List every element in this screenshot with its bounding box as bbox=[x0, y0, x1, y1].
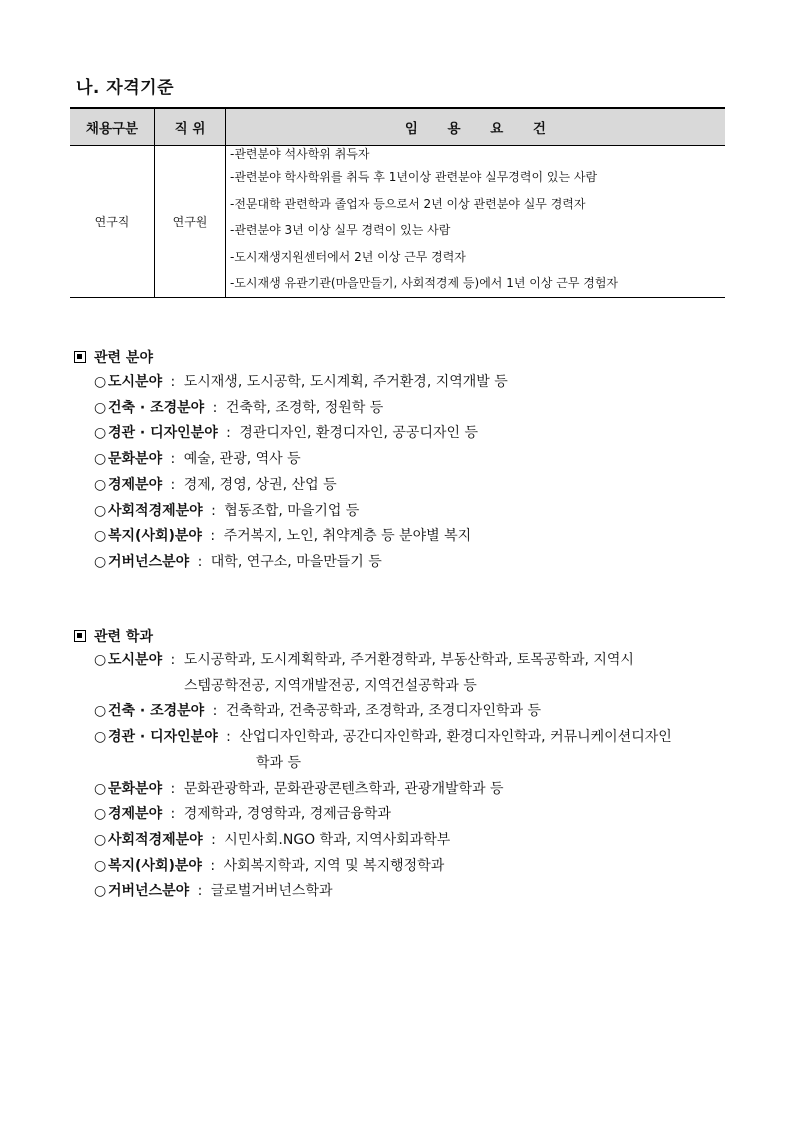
related-fields-title: 관련 분야 bbox=[94, 350, 153, 366]
list-item: ○ 건축 · 조경분야 : 건축학과, 건축공학과, 조경학과, 조경디자인학과 등 bbox=[94, 699, 754, 725]
circle-bullet-icon: ○ bbox=[94, 780, 107, 797]
list-item-continuation: 학과 등 bbox=[256, 754, 302, 771]
circle-bullet-icon: ○ bbox=[94, 729, 107, 746]
list-item: ○ 경제분야 : 경제학과, 경영학과, 경제금융학과 bbox=[94, 802, 754, 828]
list-item: ○ 문화분야 : 문화관광학과, 문화관광콘텐츠학과, 관광개발학과 등 bbox=[94, 777, 754, 803]
condition-item: -전문대학 관련학과 졸업자 등으로서 2년 이상 관련분야 실무 경력자 bbox=[230, 196, 586, 211]
list-item: ○ 도시분야 : 도시공학과, 도시계획학과, 주거환경학과, 부동산학과, 토목공학과, 지역시 bbox=[94, 648, 754, 674]
list-item: ○ 복지(사회)분야 : 사회복지학과, 지역 및 복지행정학과 bbox=[94, 854, 754, 880]
related-departments-list bbox=[94, 648, 754, 905]
related-departments-heading bbox=[74, 626, 153, 646]
list-item-continuation: 스템공학전공, 지역개발전공, 지역건설공학과 등 bbox=[184, 677, 477, 694]
list-item: ○ 건축 · 조경분야 : 건축학, 조경학, 정원학 등 bbox=[94, 396, 754, 422]
circle-bullet-icon: ○ bbox=[94, 652, 107, 668]
section-title: 나. 자격기준 bbox=[76, 78, 174, 98]
list-item: ○ 복지(사회)분야 : 주거복지, 노인, 취약계층 등 분야별 복지 bbox=[94, 524, 754, 550]
condition-item: -관련분야 학사학위를 취득 후 1년이상 관련분야 실무경력이 있는 사람 bbox=[230, 170, 598, 184]
related-departments-title: 관련 학과 bbox=[94, 629, 153, 645]
list-item: ○ 경관 · 디자인분야 : 산업디자인학과, 공간디자인학과, 환경디자인학과, 커뮤니케이션디자인 bbox=[94, 725, 754, 751]
circle-bullet-icon: ○ bbox=[94, 857, 107, 874]
table-row bbox=[70, 146, 725, 298]
condition-item: -도시재생지원센터에서 2년 이상 근무 경력자 bbox=[230, 249, 466, 264]
circle-bullet-icon: ○ bbox=[94, 883, 107, 900]
list-item: ○ 거버넌스분야 : 대학, 연구소, 마을만들기 등 bbox=[94, 550, 754, 576]
conditions-list bbox=[226, 146, 725, 297]
circle-bullet-icon: ○ bbox=[94, 831, 107, 848]
circle-bullet-icon: ○ bbox=[94, 374, 107, 390]
header-category: 채용구분 bbox=[70, 108, 155, 146]
condition-item: -관련분야 석사학위 취득자 bbox=[230, 147, 370, 161]
circle-bullet-icon: ○ bbox=[94, 528, 107, 545]
related-fields-list bbox=[94, 370, 754, 576]
list-item: ○ 경제분야 : 경제, 경영, 상권, 산업 등 bbox=[94, 473, 754, 499]
list-item: ○ 거버넌스분야 : 글로벌거버넌스학과 bbox=[94, 879, 754, 905]
list-item: ○ 도시분야 : 도시재생, 도시공학, 도시계획, 주거환경, 지역개발 등 bbox=[94, 370, 754, 396]
circle-bullet-icon: ○ bbox=[94, 476, 107, 493]
condition-item: -관련분야 3년 이상 실무 경력이 있는 사람 bbox=[230, 223, 451, 237]
header-requirements: 임 용 요 건 bbox=[226, 108, 726, 146]
circle-bullet-icon: ○ bbox=[94, 806, 107, 823]
header-position: 직 위 bbox=[155, 108, 226, 146]
circle-bullet-icon: ○ bbox=[94, 399, 107, 416]
circle-bullet-icon: ○ bbox=[94, 553, 107, 570]
cell-category: 연구직 bbox=[70, 146, 155, 298]
table-header-row bbox=[70, 108, 725, 146]
square-bullet-icon bbox=[74, 630, 86, 642]
list-item: ○ 경관 · 디자인분야 : 경관디자인, 환경디자인, 공공디자인 등 bbox=[94, 421, 754, 447]
list-item: ○ 문화분야 : 예술, 관광, 역사 등 bbox=[94, 447, 754, 473]
circle-bullet-icon: ○ bbox=[94, 502, 107, 519]
condition-item: -도시재생 유관기관(마을만들기, 사회적경제 등)에서 1년 이상 근무 경험자 bbox=[230, 276, 619, 290]
cell-conditions bbox=[226, 146, 726, 298]
circle-bullet-icon: ○ bbox=[94, 451, 107, 468]
list-item: ○ 사회적경제분야 : 시민사회.NGO 학과, 지역사회과학부 bbox=[94, 828, 754, 854]
qualification-table bbox=[70, 107, 725, 298]
list-item: ○ 사회적경제분야 : 협동조합, 마을기업 등 bbox=[94, 499, 754, 525]
circle-bullet-icon: ○ bbox=[94, 425, 107, 442]
square-bullet-icon bbox=[74, 351, 86, 363]
related-fields-heading bbox=[74, 347, 153, 367]
cell-position: 연구원 bbox=[155, 146, 226, 298]
circle-bullet-icon: ○ bbox=[94, 703, 107, 720]
